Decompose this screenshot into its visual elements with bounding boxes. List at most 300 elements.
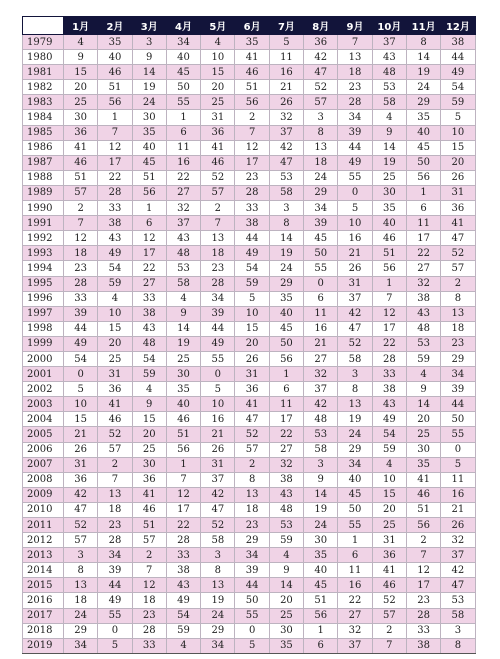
month-value-cell: 4 xyxy=(166,638,200,653)
month-value-cell: 11 xyxy=(406,216,440,231)
month-value-cell: 17 xyxy=(235,155,269,170)
month-value-cell: 35 xyxy=(132,125,166,140)
month-value-cell: 41 xyxy=(98,397,132,412)
year-cell: 1994 xyxy=(23,261,64,276)
month-value-cell: 23 xyxy=(98,518,132,533)
header-row xyxy=(23,17,476,35)
month-value-cell: 39 xyxy=(235,563,269,578)
month-value-cell: 24 xyxy=(64,608,98,623)
month-value-cell: 38 xyxy=(372,382,406,397)
month-value-cell: 0 xyxy=(201,367,235,382)
month-value-cell: 32 xyxy=(166,201,200,216)
month-value-cell: 48 xyxy=(304,412,338,427)
month-value-cell: 58 xyxy=(201,533,235,548)
month-value-cell: 36 xyxy=(441,201,475,216)
month-value-cell: 40 xyxy=(269,306,303,321)
year-cell: 1983 xyxy=(23,95,64,110)
month-value-cell: 55 xyxy=(441,427,475,442)
month-value-cell: 27 xyxy=(338,608,372,623)
month-value-cell: 43 xyxy=(372,50,406,65)
month-value-cell: 26 xyxy=(64,442,98,457)
header-month-7: 7月 xyxy=(269,17,303,35)
month-value-cell: 40 xyxy=(98,50,132,65)
month-value-cell: 43 xyxy=(132,321,166,336)
table-row xyxy=(23,382,476,397)
month-value-cell: 8 xyxy=(235,472,269,487)
month-value-cell: 36 xyxy=(235,382,269,397)
month-value-cell: 42 xyxy=(304,397,338,412)
month-value-cell: 26 xyxy=(269,95,303,110)
month-value-cell: 4 xyxy=(166,291,200,306)
month-value-cell: 18 xyxy=(304,155,338,170)
table-row xyxy=(23,110,476,125)
table-row xyxy=(23,35,476,50)
month-value-cell: 42 xyxy=(64,487,98,502)
month-value-cell: 1 xyxy=(132,201,166,216)
month-value-cell: 41 xyxy=(406,472,440,487)
month-value-cell: 33 xyxy=(406,623,440,638)
month-value-cell: 53 xyxy=(406,336,440,351)
year-cell: 2005 xyxy=(23,427,64,442)
month-value-cell: 3 xyxy=(269,201,303,216)
month-value-cell: 31 xyxy=(441,185,475,200)
table-row xyxy=(23,563,476,578)
month-value-cell: 17 xyxy=(132,246,166,261)
month-value-cell: 22 xyxy=(98,170,132,185)
month-value-cell: 18 xyxy=(235,502,269,517)
year-cell: 1997 xyxy=(23,306,64,321)
month-value-cell: 17 xyxy=(406,231,440,246)
year-cell: 1991 xyxy=(23,216,64,231)
month-value-cell: 7 xyxy=(201,216,235,231)
month-value-cell: 38 xyxy=(406,638,440,653)
month-value-cell: 27 xyxy=(166,185,200,200)
month-value-cell: 9 xyxy=(64,50,98,65)
month-value-cell: 57 xyxy=(201,185,235,200)
month-value-cell: 30 xyxy=(372,185,406,200)
month-value-cell: 52 xyxy=(441,246,475,261)
month-value-cell: 7 xyxy=(372,638,406,653)
month-value-cell: 27 xyxy=(269,442,303,457)
year-cell: 1993 xyxy=(23,246,64,261)
month-value-cell: 0 xyxy=(441,442,475,457)
month-value-cell: 34 xyxy=(441,367,475,382)
month-value-cell: 59 xyxy=(166,623,200,638)
month-value-cell: 28 xyxy=(406,608,440,623)
month-value-cell: 49 xyxy=(441,65,475,80)
table-row xyxy=(23,427,476,442)
table-row xyxy=(23,638,476,653)
year-cell: 1992 xyxy=(23,231,64,246)
month-value-cell: 7 xyxy=(406,548,440,563)
month-value-cell: 40 xyxy=(304,563,338,578)
table-row xyxy=(23,321,476,336)
month-value-cell: 22 xyxy=(406,246,440,261)
month-value-cell: 44 xyxy=(98,578,132,593)
month-value-cell: 34 xyxy=(304,201,338,216)
month-value-cell: 55 xyxy=(166,95,200,110)
month-value-cell: 42 xyxy=(201,487,235,502)
month-value-cell: 11 xyxy=(166,140,200,155)
month-value-cell: 57 xyxy=(441,261,475,276)
month-value-cell: 44 xyxy=(338,140,372,155)
year-cell: 2001 xyxy=(23,367,64,382)
month-value-cell: 51 xyxy=(132,518,166,533)
month-value-cell: 47 xyxy=(338,321,372,336)
month-value-cell: 25 xyxy=(372,170,406,185)
month-value-cell: 23 xyxy=(64,261,98,276)
month-value-cell: 58 xyxy=(372,95,406,110)
month-value-cell: 28 xyxy=(235,185,269,200)
month-value-cell: 7 xyxy=(64,216,98,231)
month-value-cell: 34 xyxy=(201,638,235,653)
table-row xyxy=(23,442,476,457)
month-value-cell: 29 xyxy=(338,442,372,457)
year-cell: 1982 xyxy=(23,80,64,95)
month-value-cell: 57 xyxy=(235,442,269,457)
month-value-cell: 47 xyxy=(64,502,98,517)
month-value-cell: 41 xyxy=(201,140,235,155)
month-value-cell: 37 xyxy=(304,382,338,397)
month-value-cell: 49 xyxy=(338,155,372,170)
month-value-cell: 53 xyxy=(372,80,406,95)
month-value-cell: 20 xyxy=(269,593,303,608)
month-value-cell: 33 xyxy=(372,367,406,382)
month-value-cell: 3 xyxy=(304,457,338,472)
month-value-cell: 49 xyxy=(201,336,235,351)
month-value-cell: 24 xyxy=(132,95,166,110)
month-value-cell: 35 xyxy=(406,457,440,472)
header-month-5: 5月 xyxy=(201,17,235,35)
month-value-cell: 40 xyxy=(166,397,200,412)
month-value-cell: 34 xyxy=(98,548,132,563)
month-value-cell: 56 xyxy=(406,518,440,533)
month-value-cell: 39 xyxy=(98,563,132,578)
month-value-cell: 57 xyxy=(132,533,166,548)
year-cell: 2009 xyxy=(23,487,64,502)
month-value-cell: 5 xyxy=(201,382,235,397)
month-value-cell: 59 xyxy=(441,95,475,110)
table-row xyxy=(23,533,476,548)
year-cell: 1990 xyxy=(23,201,64,216)
month-value-cell: 23 xyxy=(235,170,269,185)
month-value-cell: 56 xyxy=(132,185,166,200)
month-value-cell: 14 xyxy=(132,65,166,80)
table-row xyxy=(23,261,476,276)
month-value-cell: 41 xyxy=(235,50,269,65)
month-value-cell: 35 xyxy=(235,35,269,50)
month-value-cell: 24 xyxy=(304,518,338,533)
month-value-cell: 10 xyxy=(98,306,132,321)
year-cell: 2011 xyxy=(23,518,64,533)
month-value-cell: 7 xyxy=(132,563,166,578)
month-value-cell: 25 xyxy=(98,351,132,366)
month-value-cell: 24 xyxy=(201,608,235,623)
year-cell: 2014 xyxy=(23,563,64,578)
table-row xyxy=(23,412,476,427)
month-value-cell: 25 xyxy=(166,351,200,366)
month-value-cell: 2 xyxy=(235,457,269,472)
month-value-cell: 25 xyxy=(201,95,235,110)
month-value-cell: 50 xyxy=(304,246,338,261)
month-value-cell: 5 xyxy=(441,457,475,472)
month-value-cell: 47 xyxy=(235,412,269,427)
month-value-cell: 33 xyxy=(64,291,98,306)
month-value-cell: 8 xyxy=(304,125,338,140)
month-value-cell: 53 xyxy=(441,593,475,608)
month-value-cell: 28 xyxy=(98,533,132,548)
month-value-cell: 31 xyxy=(201,110,235,125)
month-value-cell: 14 xyxy=(269,231,303,246)
month-value-cell: 15 xyxy=(132,412,166,427)
month-value-cell: 15 xyxy=(64,65,98,80)
month-value-cell: 55 xyxy=(201,351,235,366)
month-value-cell: 13 xyxy=(304,140,338,155)
table-row xyxy=(23,608,476,623)
month-value-cell: 16 xyxy=(166,155,200,170)
month-value-cell: 59 xyxy=(235,276,269,291)
month-value-cell: 27 xyxy=(132,276,166,291)
month-value-cell: 2 xyxy=(406,533,440,548)
month-value-cell: 33 xyxy=(166,548,200,563)
month-value-cell: 21 xyxy=(64,427,98,442)
month-value-cell: 47 xyxy=(201,502,235,517)
month-value-cell: 34 xyxy=(338,457,372,472)
month-value-cell: 17 xyxy=(406,578,440,593)
month-value-cell: 48 xyxy=(166,246,200,261)
table-row xyxy=(23,336,476,351)
month-value-cell: 32 xyxy=(304,367,338,382)
month-value-cell: 26 xyxy=(441,518,475,533)
month-value-cell: 7 xyxy=(98,125,132,140)
month-value-cell: 51 xyxy=(372,246,406,261)
header-month-6: 6月 xyxy=(235,17,269,35)
month-value-cell: 13 xyxy=(338,50,372,65)
month-value-cell: 35 xyxy=(166,382,200,397)
month-value-cell: 56 xyxy=(166,442,200,457)
month-value-cell: 10 xyxy=(64,397,98,412)
month-value-cell: 4 xyxy=(269,548,303,563)
table-row xyxy=(23,593,476,608)
month-value-cell: 14 xyxy=(304,487,338,502)
month-value-cell: 52 xyxy=(372,593,406,608)
month-value-cell: 46 xyxy=(201,155,235,170)
month-value-cell: 49 xyxy=(64,336,98,351)
month-value-cell: 49 xyxy=(98,246,132,261)
month-value-cell: 3 xyxy=(201,548,235,563)
month-value-cell: 24 xyxy=(304,170,338,185)
table-row xyxy=(23,306,476,321)
month-value-cell: 58 xyxy=(441,608,475,623)
month-value-cell: 32 xyxy=(406,276,440,291)
month-value-cell: 40 xyxy=(406,125,440,140)
year-cell: 1979 xyxy=(23,35,64,50)
month-value-cell: 55 xyxy=(338,170,372,185)
month-value-cell: 3 xyxy=(441,623,475,638)
month-value-cell: 35 xyxy=(406,110,440,125)
month-value-cell: 28 xyxy=(372,351,406,366)
month-value-cell: 21 xyxy=(441,502,475,517)
month-value-cell: 32 xyxy=(338,623,372,638)
month-value-cell: 14 xyxy=(406,50,440,65)
month-value-cell: 15 xyxy=(98,321,132,336)
month-value-cell: 17 xyxy=(98,155,132,170)
month-value-cell: 50 xyxy=(235,593,269,608)
month-value-cell: 50 xyxy=(338,502,372,517)
month-value-cell: 37 xyxy=(441,548,475,563)
year-cell: 2008 xyxy=(23,472,64,487)
month-value-cell: 14 xyxy=(372,140,406,155)
year-cell: 1988 xyxy=(23,170,64,185)
month-value-cell: 26 xyxy=(235,351,269,366)
month-value-cell: 12 xyxy=(132,578,166,593)
month-value-cell: 7 xyxy=(372,291,406,306)
year-cell: 1984 xyxy=(23,110,64,125)
header-month-9: 9月 xyxy=(338,17,372,35)
month-value-cell: 35 xyxy=(304,548,338,563)
year-cell: 2006 xyxy=(23,442,64,457)
month-value-cell: 20 xyxy=(201,80,235,95)
header-month-10: 10月 xyxy=(372,17,406,35)
month-value-cell: 0 xyxy=(235,623,269,638)
month-value-cell: 36 xyxy=(304,35,338,50)
month-value-cell: 18 xyxy=(64,593,98,608)
month-value-cell: 22 xyxy=(166,170,200,185)
month-value-cell: 6 xyxy=(338,548,372,563)
month-value-cell: 5 xyxy=(441,110,475,125)
month-value-cell: 41 xyxy=(372,563,406,578)
month-value-cell: 17 xyxy=(372,321,406,336)
table-body xyxy=(23,35,476,654)
month-value-cell: 30 xyxy=(304,533,338,548)
month-value-cell: 15 xyxy=(235,321,269,336)
month-value-cell: 36 xyxy=(64,125,98,140)
month-value-cell: 43 xyxy=(406,306,440,321)
month-value-cell: 40 xyxy=(372,216,406,231)
month-value-cell: 13 xyxy=(98,487,132,502)
month-value-cell: 11 xyxy=(441,472,475,487)
table-row xyxy=(23,185,476,200)
month-value-cell: 51 xyxy=(132,170,166,185)
month-value-cell: 55 xyxy=(98,608,132,623)
month-value-cell: 40 xyxy=(166,50,200,65)
month-value-cell: 45 xyxy=(166,65,200,80)
month-value-cell: 35 xyxy=(269,638,303,653)
table-row xyxy=(23,397,476,412)
month-value-cell: 4 xyxy=(201,35,235,50)
month-value-cell: 32 xyxy=(441,533,475,548)
month-value-cell: 12 xyxy=(98,140,132,155)
year-cell: 1995 xyxy=(23,276,64,291)
month-value-cell: 40 xyxy=(338,472,372,487)
month-value-cell: 59 xyxy=(98,276,132,291)
month-value-cell: 56 xyxy=(304,608,338,623)
month-value-cell: 20 xyxy=(372,502,406,517)
month-value-cell: 4 xyxy=(372,457,406,472)
month-value-cell: 52 xyxy=(338,336,372,351)
month-value-cell: 19 xyxy=(166,336,200,351)
table-row xyxy=(23,216,476,231)
month-value-cell: 3 xyxy=(64,548,98,563)
month-value-cell: 8 xyxy=(441,291,475,306)
month-value-cell: 30 xyxy=(132,110,166,125)
month-value-cell: 49 xyxy=(372,412,406,427)
month-value-cell: 56 xyxy=(406,170,440,185)
month-value-cell: 31 xyxy=(372,533,406,548)
month-value-cell: 48 xyxy=(406,321,440,336)
month-value-cell: 46 xyxy=(98,412,132,427)
table-row xyxy=(23,276,476,291)
month-value-cell: 9 xyxy=(372,125,406,140)
month-value-cell: 13 xyxy=(201,231,235,246)
month-value-cell: 28 xyxy=(64,276,98,291)
month-value-cell: 58 xyxy=(338,351,372,366)
month-value-cell: 34 xyxy=(338,110,372,125)
year-cell: 2016 xyxy=(23,593,64,608)
month-value-cell: 0 xyxy=(338,185,372,200)
month-value-cell: 30 xyxy=(406,442,440,457)
month-value-cell: 6 xyxy=(406,201,440,216)
month-value-cell: 4 xyxy=(98,291,132,306)
month-value-cell: 5 xyxy=(98,638,132,653)
month-value-cell: 31 xyxy=(64,457,98,472)
month-value-cell: 37 xyxy=(201,472,235,487)
table-row xyxy=(23,518,476,533)
month-value-cell: 43 xyxy=(98,231,132,246)
table-row xyxy=(23,201,476,216)
header-month-2: 2月 xyxy=(98,17,132,35)
month-value-cell: 15 xyxy=(64,412,98,427)
month-value-cell: 46 xyxy=(98,65,132,80)
month-value-cell: 25 xyxy=(64,95,98,110)
month-value-cell: 48 xyxy=(269,502,303,517)
month-value-cell: 1 xyxy=(166,457,200,472)
month-value-cell: 56 xyxy=(372,261,406,276)
month-value-cell: 30 xyxy=(64,110,98,125)
month-value-cell: 42 xyxy=(269,140,303,155)
month-value-cell: 21 xyxy=(269,80,303,95)
month-value-cell: 47 xyxy=(304,65,338,80)
month-value-cell: 4 xyxy=(132,382,166,397)
month-value-cell: 5 xyxy=(338,201,372,216)
month-value-cell: 31 xyxy=(201,457,235,472)
month-value-cell: 20 xyxy=(406,412,440,427)
month-value-cell: 46 xyxy=(372,231,406,246)
month-value-cell: 46 xyxy=(64,155,98,170)
month-value-cell: 30 xyxy=(166,367,200,382)
month-value-cell: 7 xyxy=(338,35,372,50)
table-row xyxy=(23,140,476,155)
month-value-cell: 14 xyxy=(406,397,440,412)
month-value-cell: 53 xyxy=(269,518,303,533)
month-value-cell: 37 xyxy=(338,291,372,306)
month-value-cell: 44 xyxy=(201,321,235,336)
month-value-cell: 53 xyxy=(304,427,338,442)
month-value-cell: 7 xyxy=(166,472,200,487)
month-value-cell: 45 xyxy=(406,140,440,155)
table-row xyxy=(23,502,476,517)
month-value-cell: 24 xyxy=(406,80,440,95)
month-value-cell: 12 xyxy=(372,306,406,321)
month-value-cell: 23 xyxy=(406,593,440,608)
month-value-cell: 40 xyxy=(132,140,166,155)
month-value-cell: 51 xyxy=(235,80,269,95)
month-value-cell: 53 xyxy=(166,261,200,276)
year-cell: 2019 xyxy=(23,638,64,653)
month-value-cell: 51 xyxy=(98,80,132,95)
month-value-cell: 52 xyxy=(235,427,269,442)
month-value-cell: 45 xyxy=(304,231,338,246)
